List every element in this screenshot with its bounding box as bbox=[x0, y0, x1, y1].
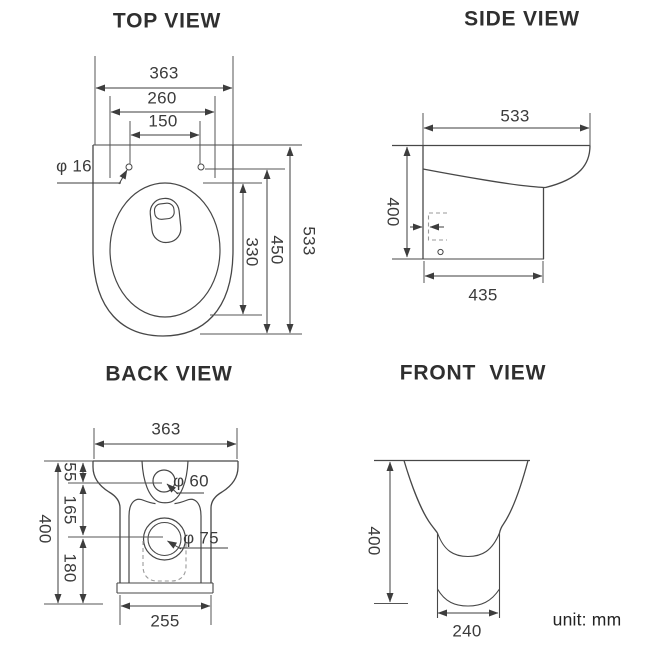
back-dim-363: 363 bbox=[151, 419, 181, 439]
front-view-dimensions bbox=[374, 462, 498, 613]
top-dim-phi16: φ 16 bbox=[56, 156, 92, 176]
back-dim-phi60: φ 60 bbox=[173, 471, 209, 491]
front-bowl-left bbox=[404, 461, 438, 534]
back-left-side bbox=[93, 461, 120, 583]
top-dim-330: 330 bbox=[242, 237, 262, 267]
back-outlet-outer bbox=[144, 518, 186, 560]
front-bowl-right bbox=[500, 461, 529, 534]
top-dim-450: 450 bbox=[267, 235, 287, 265]
side-view-drawing bbox=[392, 146, 590, 260]
side-view-title: SIDE VIEW bbox=[464, 7, 580, 31]
top-dim-533: 533 bbox=[299, 226, 319, 256]
back-dim-55: 55 bbox=[60, 462, 80, 482]
top-dim-150: 150 bbox=[148, 111, 178, 131]
top-flush-outlet-inner bbox=[154, 203, 175, 220]
top-outer-rim bbox=[93, 145, 233, 336]
front-dim-240: 240 bbox=[452, 621, 482, 641]
back-dim-400: 400 bbox=[35, 514, 55, 544]
front-view-title: FRONT VIEW bbox=[399, 361, 547, 385]
back-trapway-left bbox=[129, 499, 156, 583]
side-dim-533: 533 bbox=[500, 106, 530, 126]
back-dim-phi75: φ 75 bbox=[183, 528, 219, 548]
side-front-curve bbox=[546, 146, 591, 188]
side-view-dimensions bbox=[407, 113, 590, 283]
back-view-title: BACK VIEW bbox=[105, 362, 233, 386]
top-dim-363: 363 bbox=[149, 63, 179, 83]
side-bowl-underside bbox=[423, 169, 546, 188]
front-dim-400: 400 bbox=[364, 526, 384, 556]
back-plinth bbox=[117, 583, 213, 593]
top-view-title: TOP VIEW bbox=[112, 9, 222, 33]
back-dim-180: 180 bbox=[60, 553, 80, 583]
front-bowl-bottom-curve bbox=[438, 533, 500, 557]
back-view-drawing bbox=[93, 461, 238, 593]
side-fixing-hole bbox=[438, 249, 443, 254]
back-view-dimensions bbox=[44, 428, 237, 625]
back-dim-255: 255 bbox=[150, 611, 180, 631]
front-view-drawing bbox=[374, 461, 530, 619]
top-view-dimensions bbox=[57, 56, 302, 334]
top-flush-outlet-outer bbox=[149, 197, 182, 244]
top-hinge-hole-left bbox=[126, 164, 132, 170]
top-dim-260: 260 bbox=[147, 88, 177, 108]
side-dim-435: 435 bbox=[468, 285, 498, 305]
back-dim-165: 165 bbox=[60, 495, 80, 525]
back-outlet-inner bbox=[148, 523, 181, 556]
unit-label: unit: mm bbox=[552, 609, 622, 630]
side-dim-400: 400 bbox=[383, 197, 403, 227]
back-right-side bbox=[211, 461, 238, 583]
top-hinge-hole-right bbox=[198, 164, 204, 170]
front-pedestal-bottom-curve bbox=[438, 589, 500, 606]
